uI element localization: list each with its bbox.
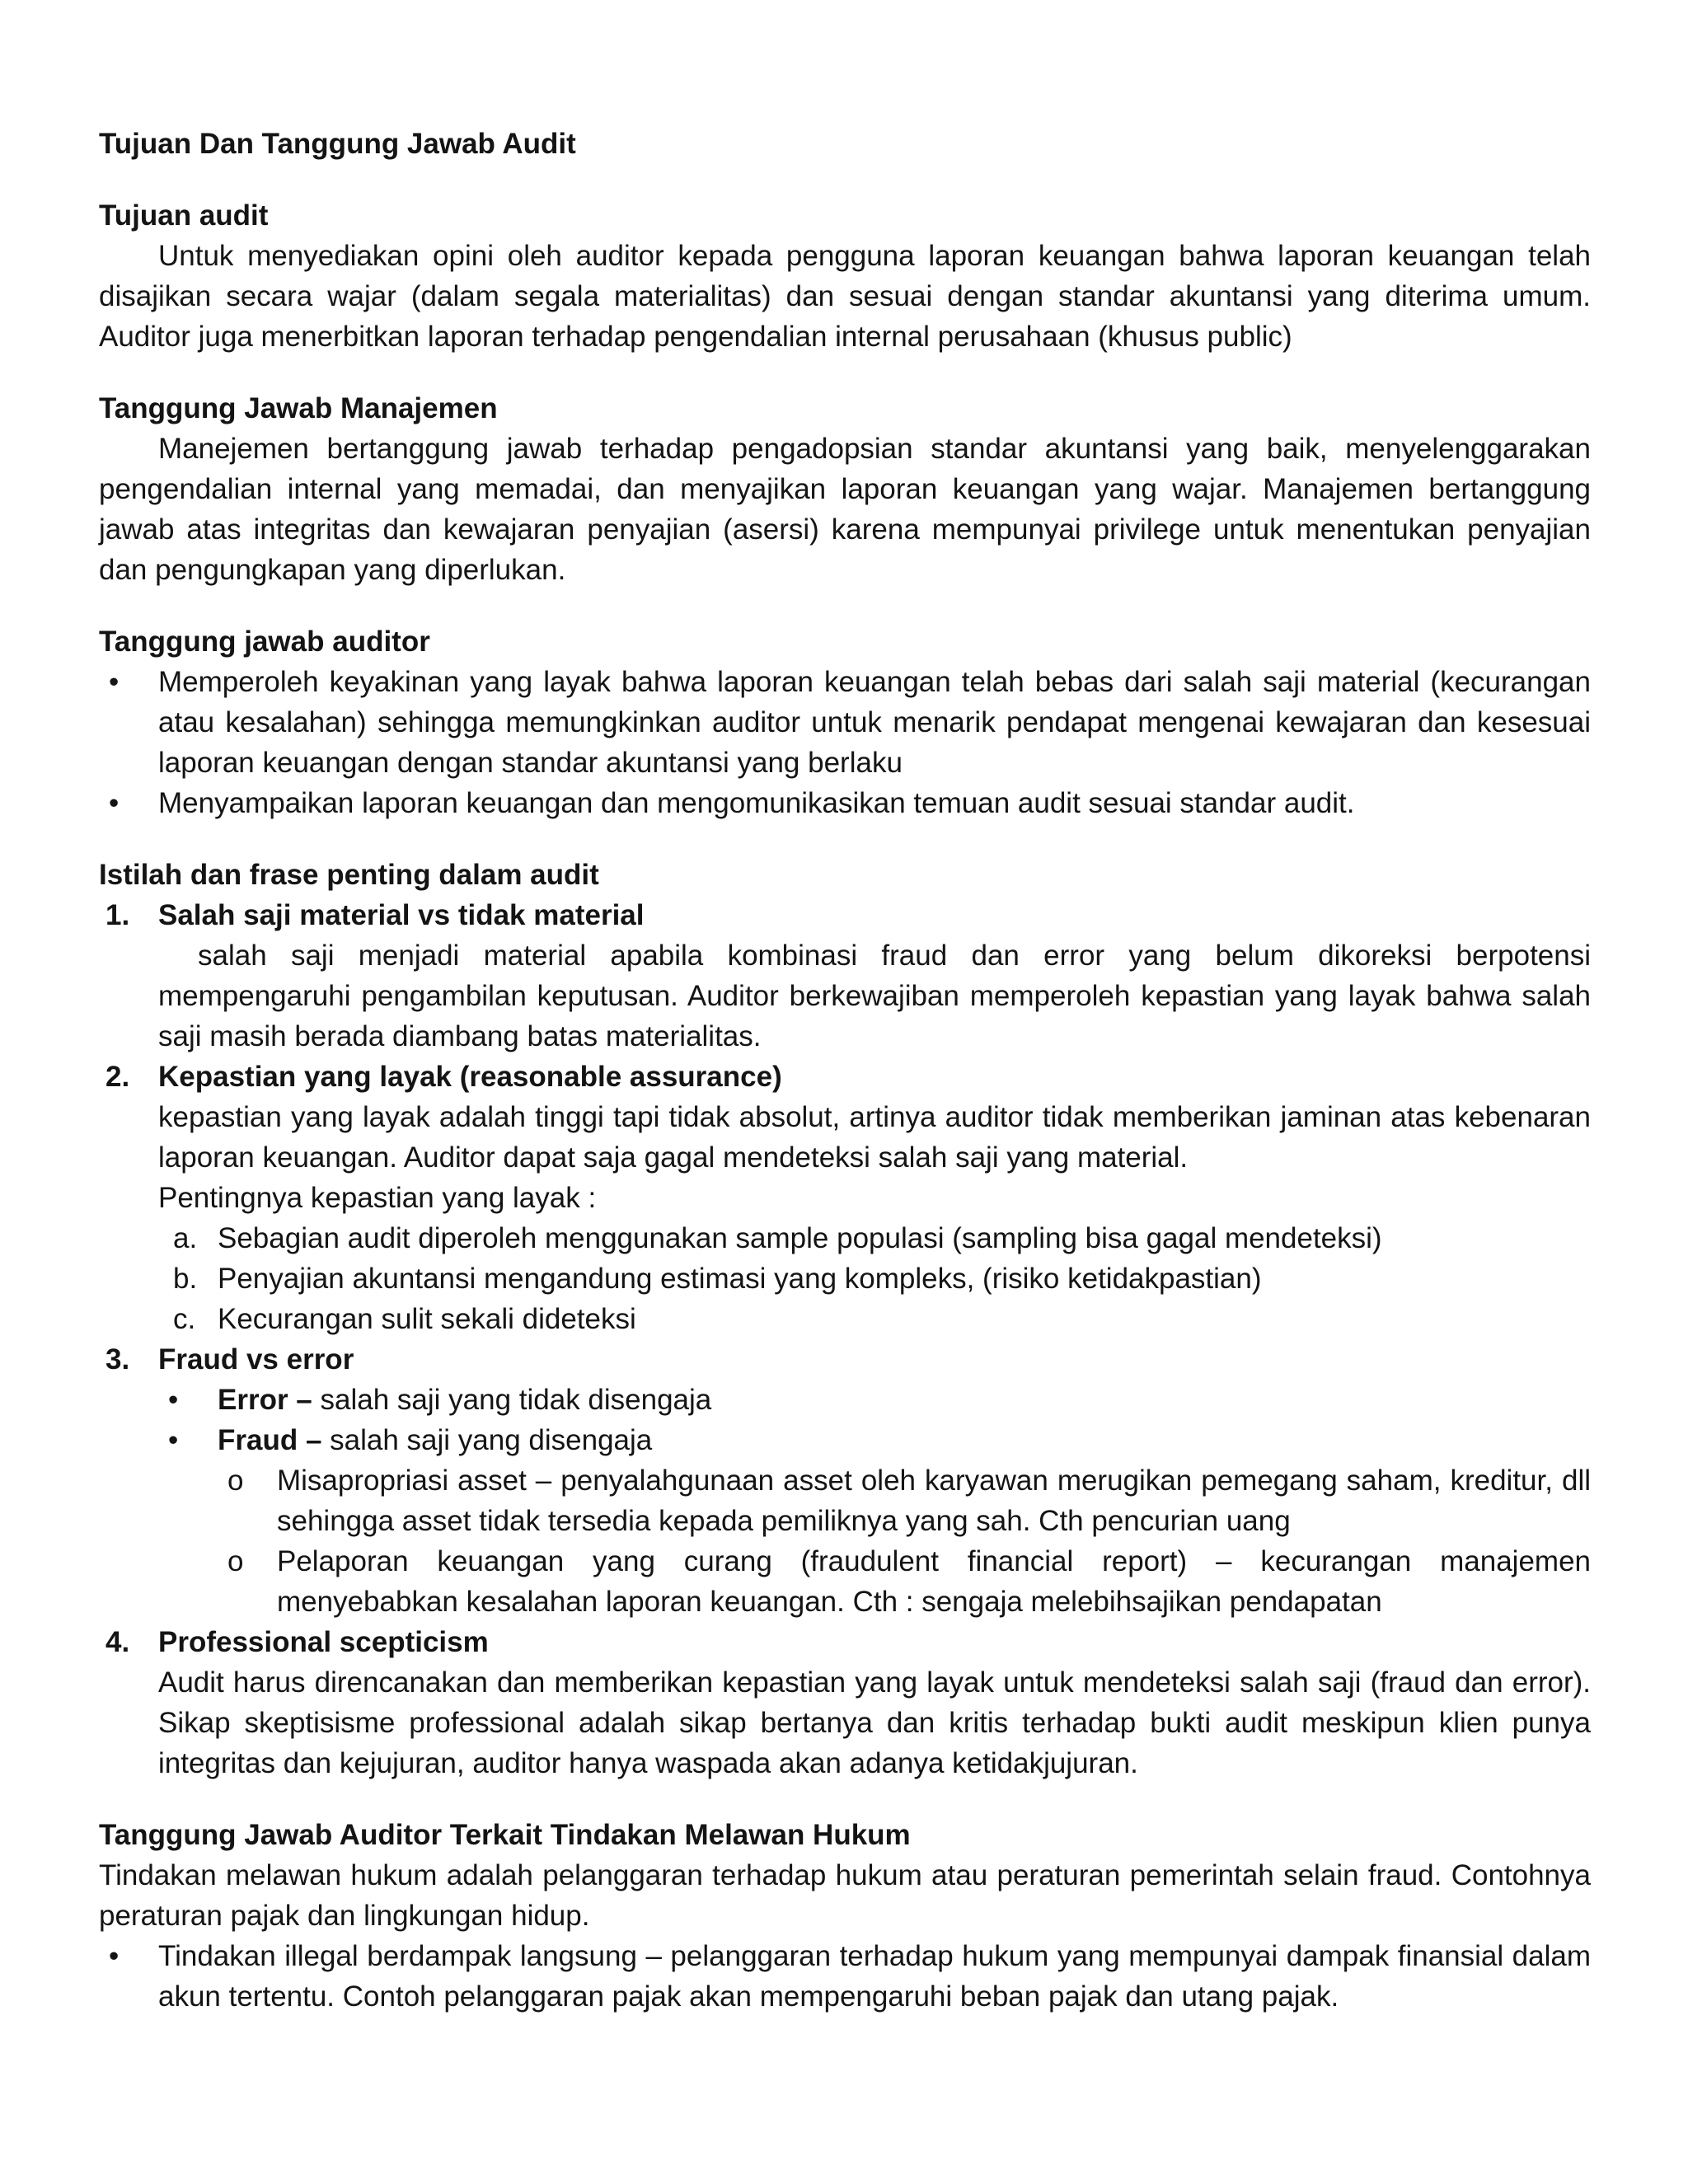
list-text: Penyajian akuntansi mengandung estimasi yang kompleks, (risiko ketidakpastian) (218, 1263, 1262, 1295)
error-text: salah saji yang tidak disengaja (312, 1384, 712, 1416)
item-number: 4. (106, 1626, 130, 1658)
hukum-bullet-list (99, 1936, 1591, 2017)
list-item: • Memperoleh keyakinan yang layak bahwa laporan keuangan telah bebas dari salah saji material (kecurangan atau kesalahan) sehingga memungkinkan auditor untuk menarik pendapat mengenai kewajaran dan kesesuai laporan keuangan dengan standar akuntansi yang berlaku (99, 662, 1591, 783)
list-marker: c. (173, 1303, 196, 1335)
heading-istilah: Istilah dan frase penting dalam audit (99, 859, 599, 891)
list-item: o Misapropriasi asset – penyalahgunaan asset oleh karyawan merugikan pemegang saham, kreditur, dll sehingga asset tidak tersedia kepada pemiliknya yang sah. Cth pencurian uang (218, 1460, 1591, 1541)
auditor-bullet-list (99, 662, 1591, 823)
fraud-label: Fraud – (218, 1424, 322, 1456)
list-marker: b. (173, 1263, 198, 1295)
item-number: 2. (106, 1061, 130, 1093)
item-body: salah saji menjadi material apabila kombinasi fraud dan error yang belum dikoreksi berpotensi mempengaruhi pengambilan keputusan. Auditor berkewajiban memperoleh kepastian yang layak bahwa salah saji masih berada diambang batas materialitas. (158, 940, 1591, 1052)
item-title: Fraud vs error (158, 1343, 354, 1376)
paragraph-tanggung-jawab-manajemen: Manejemen bertanggung jawab terhadap pengadopsian standar akuntansi yang baik, menyelenggarakan pengendalian internal yang memadai, dan menyajikan laporan keuangan yang wajar. Manajemen bertanggung jawab atas integritas dan kewajaran penyajian (asersi) karena mempunyai privilege untuk menentukan penyajian dan pengungkapan yang diperlukan. (99, 433, 1591, 586)
istilah-item-2 (99, 1057, 1591, 1339)
document-page (99, 124, 1591, 2048)
item-body: Audit harus direncanakan dan memberikan kepastian yang layak untuk mendeteksi salah saji (fraud dan error). Sikap skeptisisme professional adalah sikap bertanya dan kritis terhadap bukti audit meskipun klien punya integritas dan kejujuran, auditor hanya waspada akan adanya ketidakjujuran. (158, 1666, 1591, 1779)
document-title: Tujuan Dan Tanggung Jawab Audit (99, 128, 576, 160)
item-title: Professional scepticism (158, 1626, 489, 1658)
item-body: kepastian yang layak adalah tinggi tapi tidak absolut, artinya auditor tidak memberikan jaminan atas kebenaran laporan keuangan. Auditor dapat saja gagal mendeteksi salah saji yang material. (158, 1101, 1591, 1174)
list-item: • Menyampaikan laporan keuangan dan mengomunikasikan temuan audit sesuai standar audit. (99, 783, 1591, 823)
list-item (158, 1299, 1591, 1339)
list-text: Kecurangan sulit sekali dideteksi (218, 1303, 636, 1335)
istilah-item-1 (99, 895, 1591, 1057)
item-number: 3. (106, 1343, 130, 1376)
fraud-text: salah saji yang disengaja (321, 1424, 653, 1456)
fraud-types-list (218, 1460, 1591, 1622)
alpha-list (158, 1218, 1591, 1339)
error-label: Error – (218, 1384, 312, 1416)
fraud-error-list (158, 1380, 1591, 1622)
list-marker: a. (173, 1222, 198, 1254)
list-item (158, 1258, 1591, 1299)
istilah-item-3 (99, 1339, 1591, 1622)
list-item: o Pelaporan keuangan yang curang (fraudulent financial report) – kecurangan manajemen menyebabkan kesalahan laporan keuangan. Cth : sengaja melebihsajikan pendapatan (218, 1541, 1591, 1622)
list-item-error (158, 1380, 1591, 1420)
heading-tujuan-audit: Tujuan audit (99, 199, 269, 232)
item-title: Salah saji material vs tidak material (158, 899, 645, 931)
item-number: 1. (106, 899, 130, 931)
list-item (158, 1218, 1591, 1258)
list-item-fraud (158, 1420, 1591, 1622)
istilah-item-4 (99, 1622, 1591, 1783)
list-item: • Tindakan illegal berdampak langsung – pelanggaran terhadap hukum yang mempunyai dampak finansial dalam akun tertentu. Contoh pelanggaran pajak akan mempengaruhi beban pajak dan utang pajak. (99, 1936, 1591, 2017)
list-text: Sebagian audit diperoleh menggunakan sample populasi (sampling bisa gagal mendeteksi) (218, 1222, 1382, 1254)
istilah-numbered-list (99, 895, 1591, 1783)
paragraph-tindakan-melawan-hukum: Tindakan melawan hukum adalah pelanggaran terhadap hukum atau peraturan pemerintah selain fraud. Contohnya peraturan pajak dan lingkungan hidup. (99, 1859, 1591, 1932)
item-title: Kepastian yang layak (reasonable assurance) (158, 1061, 782, 1093)
paragraph-tujuan-audit: Untuk menyediakan opini oleh auditor kepada pengguna laporan keuangan bahwa laporan keuangan telah disajikan secara wajar (dalam segala materialitas) dan sesuai dengan standar akuntansi yang diterima umum. Auditor juga menerbitkan laporan terhadap pengendalian internal perusahaan (khusus public) (99, 240, 1591, 353)
heading-tanggung-jawab-manajemen: Tanggung Jawab Manajemen (99, 392, 498, 424)
heading-tanggung-jawab-auditor: Tanggung jawab auditor (99, 626, 430, 658)
heading-tindakan-melawan-hukum: Tanggung Jawab Auditor Terkait Tindakan Melawan Hukum (99, 1819, 911, 1851)
item-intro: Pentingnya kepastian yang layak : (158, 1182, 597, 1214)
